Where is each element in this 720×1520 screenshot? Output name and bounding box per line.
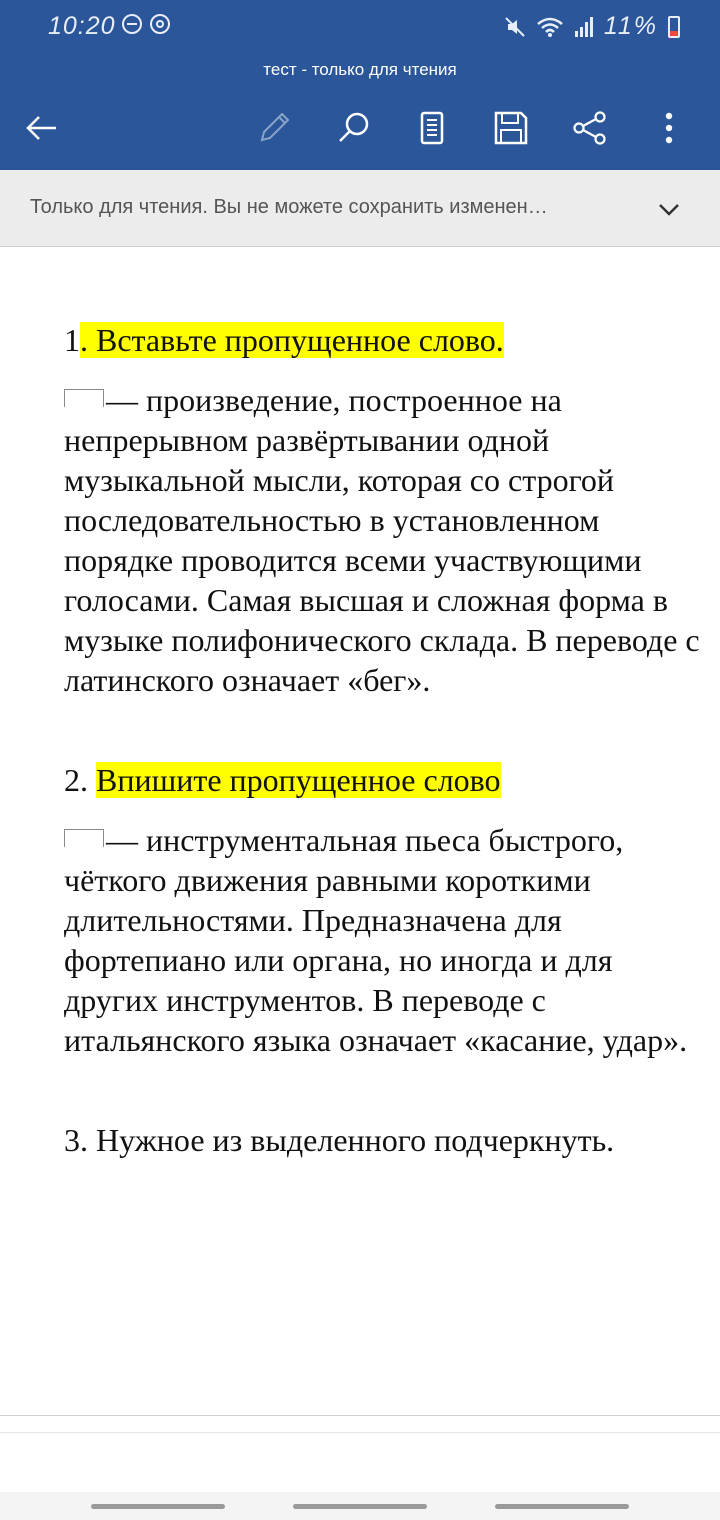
- answer-blank-2[interactable]: [64, 829, 104, 847]
- divider: [0, 1432, 720, 1433]
- question-2-title: Впишите пропущенное слово: [96, 762, 501, 798]
- search-button[interactable]: [326, 100, 382, 156]
- back-button[interactable]: [14, 100, 70, 156]
- readonly-banner-text: Только для чтения. Вы не можете сохранить изменен…: [30, 196, 548, 218]
- more-options-button[interactable]: [641, 100, 697, 156]
- share-icon: [570, 108, 610, 148]
- mobile-view-button[interactable]: [404, 100, 460, 156]
- question-2-number: 2.: [64, 762, 96, 798]
- chevron-down-icon[interactable]: [654, 194, 684, 224]
- more-icon: [649, 108, 689, 148]
- question-1-heading: [64, 320, 704, 360]
- question-2-text: — инструментальная пьеса быстрого, чёткого движения равными короткими длительностями. Предназначена для фортепиано или органа, но иногда и для других инструментов. В переводе с итальянского языка означает «касание, удар».: [64, 822, 688, 1058]
- nav-back-handle[interactable]: [495, 1504, 629, 1509]
- wifi-icon: [536, 16, 564, 38]
- signal-icon: [574, 16, 594, 38]
- status-time: 10:20: [48, 12, 116, 40]
- question-3-text: 3. Нужное из выделенного подчеркнуть.: [64, 1122, 615, 1158]
- mute-icon: [504, 16, 526, 38]
- document-body: [64, 320, 704, 1160]
- toolbar: [0, 100, 720, 156]
- save-icon: [491, 108, 531, 148]
- status-icons-left: [122, 14, 170, 34]
- minus-circle-icon: [122, 14, 142, 34]
- readonly-banner[interactable]: [0, 170, 720, 247]
- question-1-title: . Вставьте пропущенное слово.: [80, 322, 504, 358]
- pencil-icon: [254, 108, 294, 148]
- save-button[interactable]: [483, 100, 539, 156]
- nav-recent-handle[interactable]: [91, 1504, 225, 1509]
- divider: [0, 1415, 720, 1416]
- question-2-heading: [64, 760, 704, 800]
- question-1-text: — произведение, построенное на непрерывном развёртывании одной музыкальной мысли, которая со строгой последовательностью в установленном порядке проводится всеми участвующими голосами. Самая высшая и сложная форма в музыке полифонического склада. В переводе с латинского означает «бег».: [64, 382, 700, 698]
- sync-circle-icon: [150, 14, 170, 34]
- battery-icon: [668, 16, 680, 38]
- app-header: [0, 0, 720, 170]
- share-button[interactable]: [562, 100, 618, 156]
- back-arrow-icon: [22, 108, 62, 148]
- search-icon: [334, 108, 374, 148]
- mobile-view-icon: [412, 108, 452, 148]
- battery-percent: 11%: [603, 12, 658, 40]
- status-icons-right: [504, 12, 680, 41]
- edit-button[interactable]: [246, 100, 302, 156]
- question-1-paragraph: [64, 380, 704, 700]
- question-2-paragraph: [64, 820, 704, 1060]
- nav-home-handle[interactable]: [293, 1504, 427, 1509]
- document-title: тест - только для чтения: [263, 60, 457, 79]
- question-1-number: 1: [64, 322, 80, 358]
- system-navigation-bar: [0, 1492, 720, 1520]
- answer-blank-1[interactable]: [64, 389, 104, 407]
